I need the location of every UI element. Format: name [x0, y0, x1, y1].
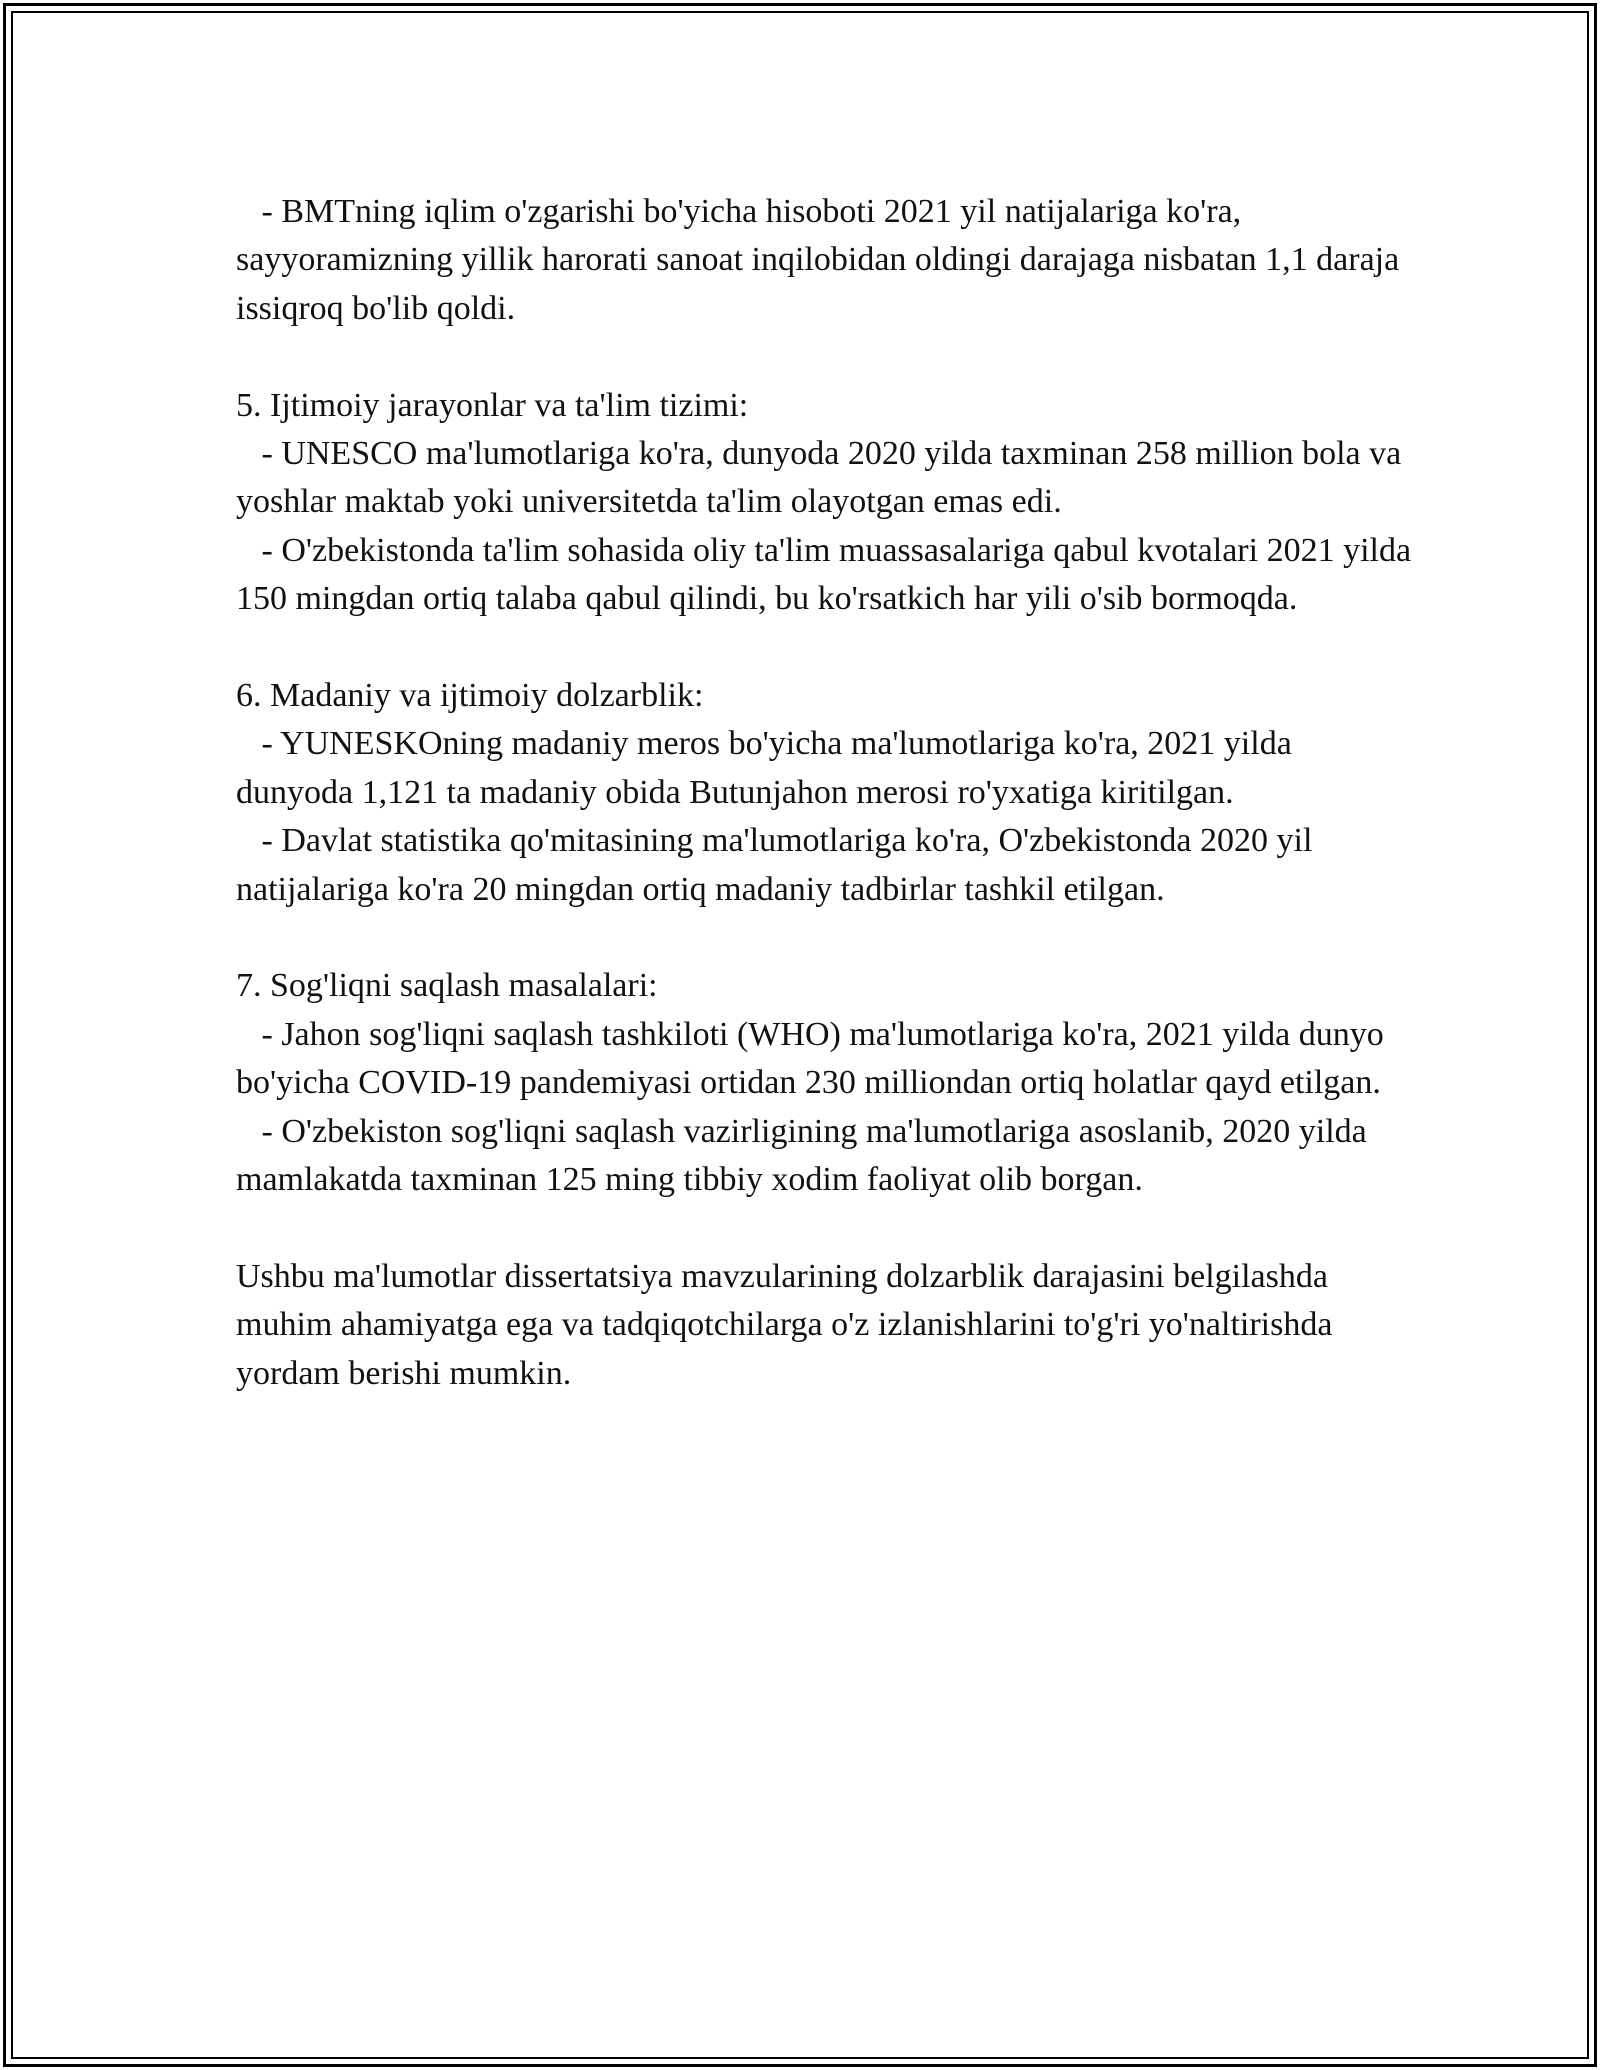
spacer: [236, 1204, 1416, 1252]
spacer: [236, 914, 1416, 962]
document-body: [236, 188, 1420, 1398]
section-6-bullet-2: - Davlat statistika qo'mitasining ma'lumotlariga ko'ra, O'zbekistonda 2020 yil natijalariga ko'ra 20 mingdan ortiq madaniy tadbirlar tashkil etilgan.: [236, 822, 1321, 908]
spacer: [236, 624, 1416, 672]
section-6-bullet-1: - YUNESKOning madaniy meros bo'yicha ma'lumotlariga ko'ra, 2021 yilda dunyoda 1,121 ta madaniy obida Butunjahon merosi ro'yxatiga kiritilgan.: [236, 725, 1301, 811]
section-5-bullet-2: - O'zbekistonda ta'lim sohasida oliy ta'lim muassasalariga qabul kvotalari 2021 yilda 150 mingdan ortiq talaba qabul qilindi, bu ko'rsatkich har yili o'sib bormoqda.: [236, 531, 1420, 618]
section-7-bullet-1: - Jahon sog'liqni saqlash tashkiloti (WHO) ma'lumotlariga ko'ra, 2021 yilda dunyo bo'yicha COVID-19 pandemiyasi ortidan 230 milliondan ortiq holatlar qayd etilgan.: [236, 1015, 1393, 1102]
intro-bullet: - BMTning iqlim o'zgarishi bo'yicha hisoboti 2021 yil natijalariga ko'ra, sayyoramizning yillik harorati sanoat inqilobidan oldingi darajaga nisbatan 1,1 daraja issiqroq bo'lib qoldi.: [236, 193, 1408, 327]
section-7-bullet-2: - O'zbekiston sog'liqni saqlash vazirligining ma'lumotlariga asoslanib, 2020 yilda mamlakatda taxminan 125 ming tibbiy xodim faoliyat olib borgan.: [236, 1112, 1376, 1199]
section-heading-6: 6. Madaniy va ijtimoiy dolzarblik:: [236, 677, 704, 715]
section-heading-7: 7. Sog'liqni saqlash masalalari:: [236, 967, 658, 1005]
conclusion-paragraph: Ushbu ma'lumotlar dissertatsiya mavzularining dolzarblik darajasini belgilashda muhim ahamiyatga ega va tadqiqotchilarga o'z izlanishlarini to'g'ri yo'naltirishda yordam berishi mumkin.: [236, 1257, 1341, 1392]
section-heading-5: 5. Ijtimoiy jarayonlar va ta'lim tizimi:: [236, 386, 749, 424]
section-5-bullet-1: - UNESCO ma'lumotlariga ko'ra, dunyoda 2020 yilda taxminan 258 million bola va yoshlar maktab yoki universitetda ta'lim olayotgan emas edi.: [236, 435, 1410, 521]
spacer: [236, 333, 1416, 381]
